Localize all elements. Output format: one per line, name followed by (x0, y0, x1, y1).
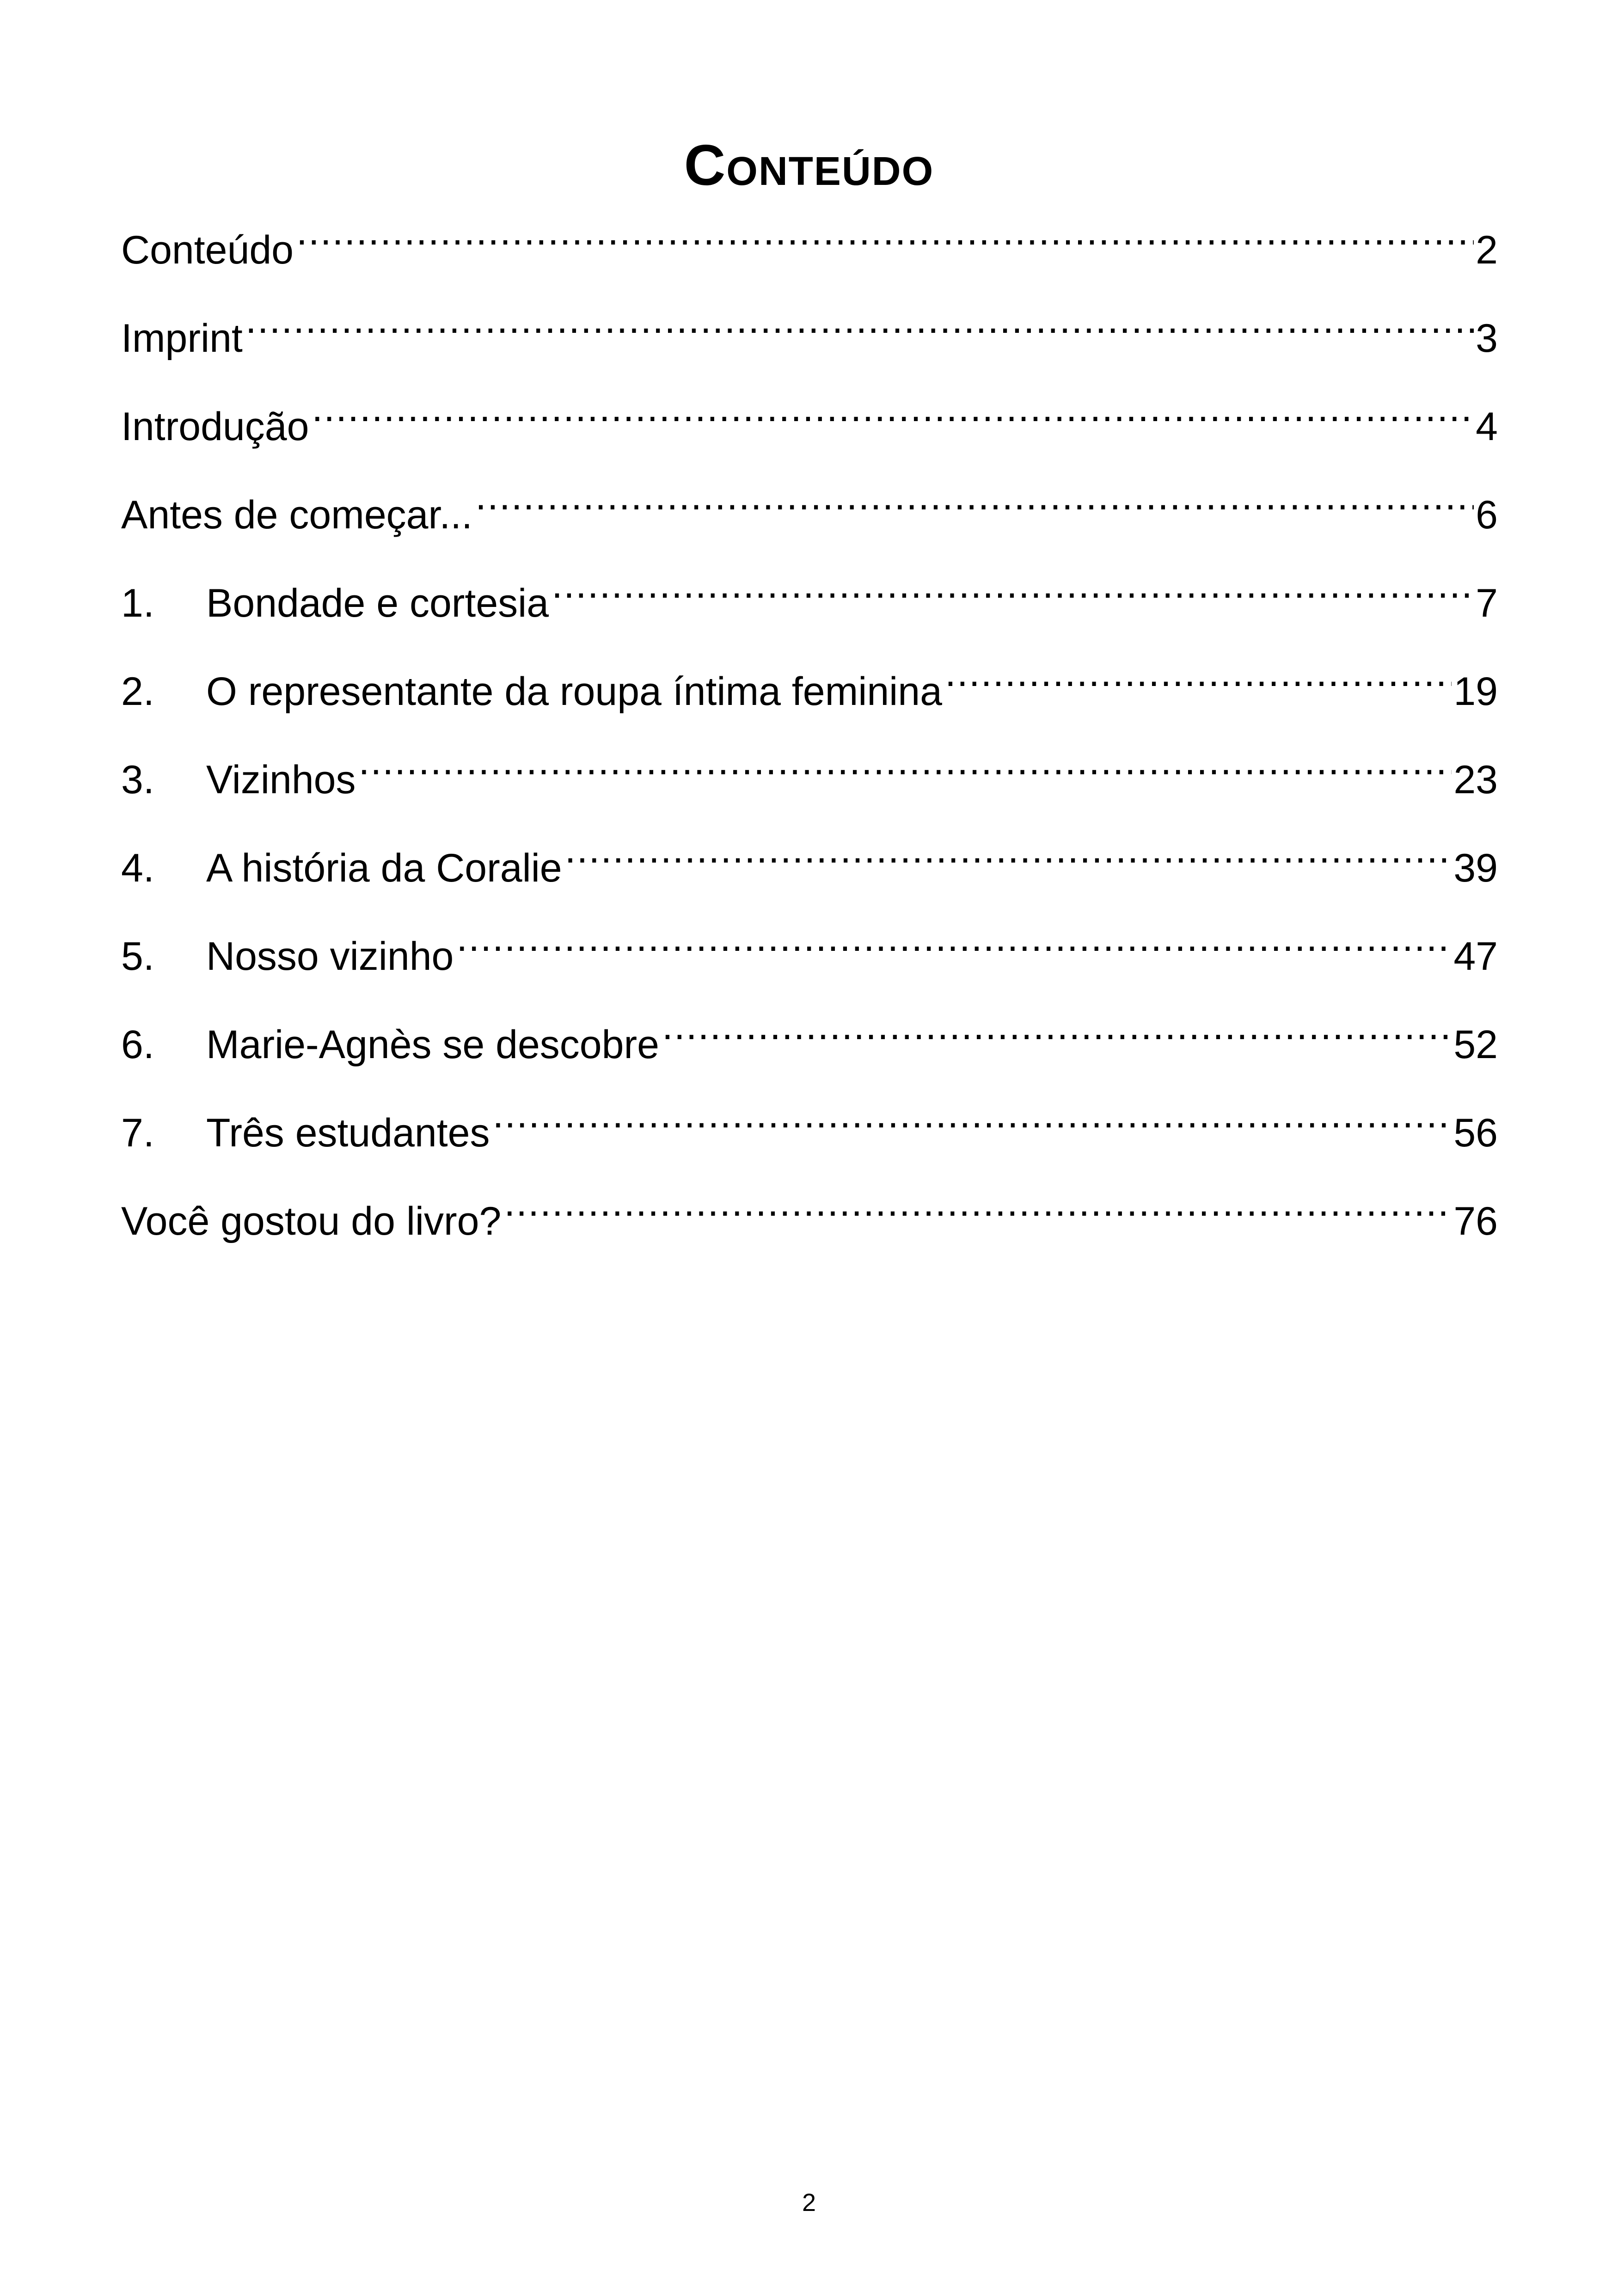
toc-entry-label: Vizinhos (206, 758, 356, 802)
toc-entry-number: 7. (121, 1111, 154, 1155)
toc-entry-page: 6 (1476, 493, 1498, 537)
toc-entry-conteudo[interactable] (121, 199, 1498, 287)
toc-entry-voce-gostou[interactable] (121, 1170, 1498, 1258)
toc-entry-label: O representante da roupa íntima feminina (206, 669, 942, 714)
toc-dot-leader (662, 993, 1452, 1058)
toc-dot-leader (945, 640, 1452, 705)
page-title: Conteúdo (684, 134, 934, 198)
toc-entry-label: Conteúdo (121, 228, 294, 272)
toc-entry-number: 4. (121, 846, 154, 890)
toc-entry-label: Marie-Agnès se descobre (206, 1022, 659, 1067)
toc-entry-antes-de-comecar[interactable] (121, 464, 1498, 552)
toc-entry-page: 3 (1476, 316, 1498, 361)
toc-entry-number: 5. (121, 934, 154, 979)
toc-entry-number: 6. (121, 1022, 154, 1067)
toc-entry-page: 76 (1453, 1199, 1498, 1243)
toc-entry-label: Introdução (121, 404, 309, 449)
toc-entry-chapter-2[interactable] (121, 640, 1498, 729)
toc-entry-page: 52 (1453, 1022, 1498, 1067)
table-of-contents (121, 199, 1498, 1258)
toc-entry-page: 39 (1453, 846, 1498, 890)
toc-entry-chapter-1[interactable] (121, 552, 1498, 640)
toc-entry-page: 4 (1476, 404, 1498, 449)
toc-dot-leader (312, 375, 1474, 440)
toc-entry-introducao[interactable] (121, 375, 1498, 464)
toc-entry-number: 3. (121, 758, 154, 802)
toc-dot-leader (359, 729, 1452, 793)
toc-entry-page: 7 (1476, 581, 1498, 625)
toc-entry-imprint[interactable] (121, 287, 1498, 375)
toc-entry-label: Antes de começar... (121, 493, 473, 537)
toc-dot-leader (552, 552, 1474, 617)
toc-dot-leader (492, 1082, 1452, 1146)
toc-dot-leader (475, 464, 1474, 528)
toc-entry-chapter-3[interactable] (121, 729, 1498, 817)
toc-entry-number: 1. (121, 581, 154, 625)
toc-dot-leader (565, 817, 1452, 882)
toc-dot-leader (504, 1170, 1452, 1235)
toc-entry-label: Três estudantes (206, 1111, 490, 1155)
toc-entry-label: A história da Coralie (206, 846, 562, 890)
toc-entry-number: 2. (121, 669, 154, 714)
toc-dot-leader (245, 287, 1474, 352)
page-number: 2 (802, 2189, 816, 2216)
toc-dot-leader (296, 199, 1474, 263)
toc-entry-chapter-7[interactable] (121, 1082, 1498, 1170)
toc-dot-leader (456, 905, 1452, 970)
toc-entry-page: 19 (1453, 669, 1498, 714)
toc-entry-label: Você gostou do livro? (121, 1199, 502, 1243)
toc-entry-chapter-5[interactable] (121, 905, 1498, 993)
toc-entry-chapter-4[interactable] (121, 817, 1498, 905)
toc-entry-page: 2 (1476, 228, 1498, 272)
toc-entry-page: 23 (1453, 758, 1498, 802)
toc-entry-page: 56 (1453, 1111, 1498, 1155)
toc-entry-label: Imprint (121, 316, 243, 361)
toc-entry-label: Nosso vizinho (206, 934, 454, 979)
toc-entry-label: Bondade e cortesia (206, 581, 549, 625)
toc-entry-page: 47 (1453, 934, 1498, 979)
toc-entry-chapter-6[interactable] (121, 993, 1498, 1082)
